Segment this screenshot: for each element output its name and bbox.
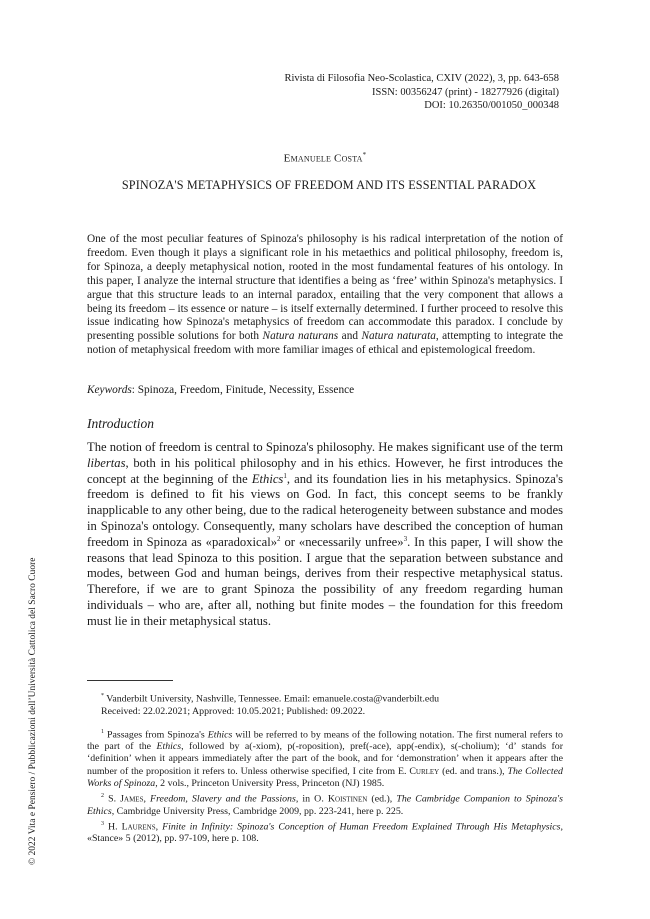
journal-header [199, 72, 559, 113]
footnote-affiliation [87, 690, 563, 706]
abstract-term-naturans: Natura naturans [262, 330, 339, 343]
footnote-3-text-a: H. [104, 821, 122, 833]
journal-citation: Rivista di Filosofia Neo-Scolastica, CXIV (2022), 3, pp. 643-658 [284, 73, 559, 84]
intro-text-4: or «necessarily unfree» [280, 534, 404, 549]
abstract [87, 233, 563, 358]
footnote-divider [87, 680, 173, 681]
affiliation-mark: * [101, 693, 104, 699]
author-name: Emanuele Costa [283, 152, 363, 165]
intro-text-1: The notion of freedom is central to Spinoza's philosophy. He makes significant use of the term [87, 440, 563, 454]
keywords-list: : Spinoza, Freedom, Finitude, Necessity, Essence [131, 384, 355, 396]
abstract-end: , attempting to integrate the notion of metaphysical freedom with more familiar images of ethical and epistemological freedom. [87, 330, 564, 357]
affiliation-text: Vanderbilt University, Nashville, Tennessee. Email: emanuele.costa@vanderbilt.edu [104, 693, 440, 705]
footnote-ref-1[interactable]: 1 [283, 471, 287, 480]
footnote-dates: Received: 22.02.2021; Approved: 10.05.2021; Published: 09.2022. [101, 705, 366, 717]
footnote-2-text-c: , in O. [295, 793, 328, 805]
issn-line: ISSN: 00356247 (print) - 18277926 (digital) [372, 86, 559, 98]
copyright-side-text: © 2022 Vita e Pensiero / Pubblicazioni dell’Università Cattolica del Sacro Cuore [28, 557, 38, 865]
footnote-2-book: The Cambridge Companion to Spinoza's Ethics [87, 793, 564, 817]
footnote-1-text-e: , 2 vols., Princeton University Press, Princeton (NJ) 1985. [155, 777, 385, 789]
footnote-1-ethics-2: Ethics [156, 741, 182, 753]
footnote-2-mark: 2 [101, 793, 104, 800]
footnote-2-title: Freedom, Slavery and the Passions [150, 793, 296, 805]
footnote-3-laurens: Laurens [121, 821, 156, 833]
footnote-1-text-c: , followed by a(-xiom), p(-roposition), pref(-ace), app(-endix), s(-cholium); ‘d’ stands for ‘definition’ when it appears immediately after the part of the book, and for ‘demonstration’ when it appears after the number of the proposition it refers to. Unless otherwise specified, I cite from E. [87, 741, 563, 777]
footnote-2-koistinen: Koistinen [327, 793, 368, 805]
footnote-3 [87, 818, 563, 846]
footnote-2-text-d: (ed.), [367, 793, 397, 805]
section-heading-introduction: Introduction [87, 416, 154, 431]
footnote-ref-3[interactable]: 3 [403, 534, 408, 543]
footnote-1-ethics: Ethics [207, 729, 233, 740]
footnote-2-text-a: S. [104, 793, 121, 805]
footnote-1 [87, 726, 563, 790]
introduction-paragraph [87, 440, 563, 630]
intro-text-2: , both in his political philosophy and in his ethics. However, he first introduces the concept at the beginning of the [87, 455, 563, 486]
doi-line: DOI: 10.26350/001050_000348 [424, 100, 559, 112]
footnote-ref-2[interactable]: 2 [277, 534, 281, 543]
footnote-2 [87, 790, 563, 818]
abstract-term-naturata: Natura naturata [361, 330, 436, 343]
keywords-label: Keywords [87, 384, 132, 396]
abstract-text: One of the most peculiar features of Spinoza's philosophy is his radical interpretation of the notion of freedom. Even though it plays a significant role in his metaethics and political philosophy, freedom is, for Spinoza, a deeply metaphysical notion, rooted in the most fundamental features of his ontology. In this paper, I analyze the internal structure that identifies a being as ‘free’ within Spinoza's metaphysics. I argue that this structure leads to an internal paradox, entailing that the very component that allows a being its freedom – its essence or nature – is itself externally determined. I further proceed to resolve this issue indicating how Spinoza's metaphysics of freedom can accommodate this paradox. I conclude by presenting possible solutions for both [87, 233, 563, 343]
footnote-1-curley: Curley [409, 765, 440, 777]
abstract-connector: and [338, 330, 362, 343]
footnotes [87, 690, 563, 845]
footnote-1-mark: 1 [101, 728, 104, 735]
footnote-3-text-c: , «Stance» 5 (2012), pp. 97-109, here p. 108. [87, 821, 563, 845]
intro-text-3: , and its foundation lies in his metaphysics. Spinoza's freedom is defined to fit his views on God. In fact, this concept seems to be frankly inapplicable to any other being, due to the radical heterogeneity between substance and modes in Spinoza's ontology. Consequently, many scholars have described the conception of human freedom in Spinoza as «paradoxical» [87, 471, 563, 549]
footnote-2-james: James [120, 793, 144, 805]
footnote-3-title: Finite in Infinity: Spinoza's Conception of Human Freedom Explained Through His Metaphysics [162, 821, 561, 833]
footnote-2-text-e: , Cambridge University Press, Cambridge 2009, pp. 223-241, here p. 225. [111, 805, 404, 817]
intro-text-5: . In this paper, I will show the reasons that lead Spinoza to this position. I argue that the separation between substance and modes, between God and human beings, derives from their respective metaphysical status. Therefore, if we are to grant Spinoza the possibility of any freedom regarding human individuals – who are, after all, nothing but finite modes – the foundation for this freedom must lie in their metaphysical status. [87, 534, 564, 628]
footnote-3-text-b: , [155, 821, 163, 833]
footnote-2-text-b: , [143, 793, 151, 805]
author-line [0, 151, 650, 165]
paper-title: SPINOZA'S METAPHYSICS OF FREEDOM AND ITS ESSENTIAL PARADOX [121, 178, 537, 192]
footnote-1-text-d: (ed. and trans.), [439, 765, 508, 777]
intro-term-ethics: Ethics [251, 471, 284, 486]
footnote-3-mark: 3 [101, 820, 104, 827]
footnote-1-text-a: Passages from Spinoza's [104, 729, 208, 740]
footnote-1-text-b: will be referred to by means of the following notation. The first numeral refers to the part of the [87, 729, 563, 753]
footnote-1-title: The Collected Works of Spinoza [87, 765, 563, 789]
author-footnote-mark: * [362, 151, 367, 159]
intro-term-libertas: libertas [87, 455, 126, 470]
keywords [87, 383, 563, 397]
